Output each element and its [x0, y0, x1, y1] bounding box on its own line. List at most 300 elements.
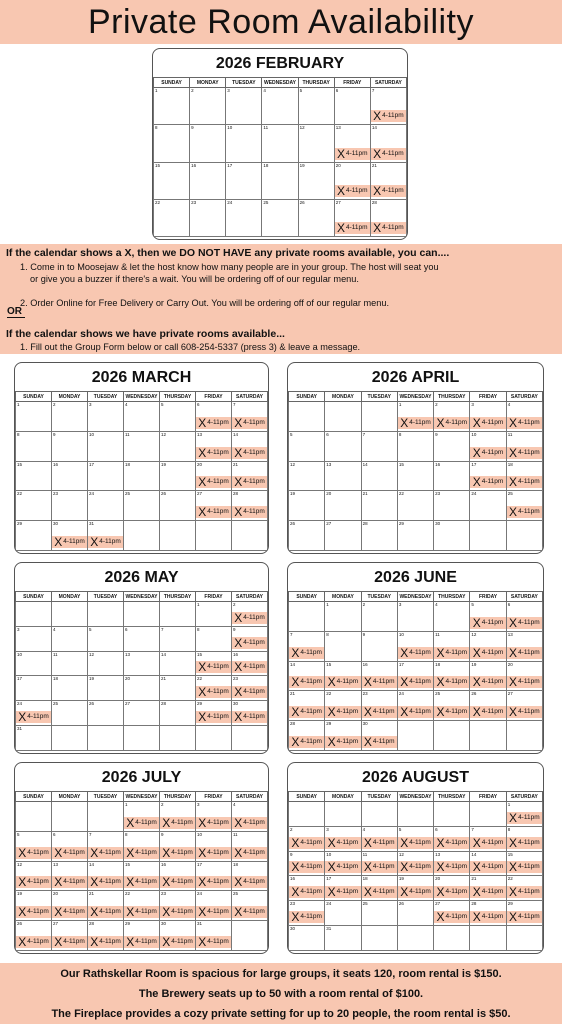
booked-marker: [232, 817, 267, 829]
calendar-week: [289, 661, 543, 691]
booked-time: 4-11pm: [63, 937, 85, 945]
booked-time: 4-11pm: [445, 678, 468, 686]
booked-marker: [507, 476, 542, 488]
calendar-day: [470, 461, 506, 491]
booked-x-mark: X: [198, 475, 207, 490]
calendar-day: [124, 461, 160, 491]
day-number: 30: [435, 521, 441, 527]
day-number: 4: [53, 626, 56, 632]
calendar-day: [289, 491, 325, 521]
booked-marker: [196, 876, 231, 888]
booked-x-mark: X: [436, 415, 445, 430]
day-number: 18: [263, 162, 269, 168]
calendar-week: [16, 831, 268, 861]
booked-x-mark: X: [400, 675, 409, 690]
calendar-day: [88, 802, 124, 832]
booked-time: 4-11pm: [207, 878, 229, 886]
calendar-day: [16, 701, 52, 726]
calendar-week: [289, 691, 543, 721]
calendar-week: [16, 461, 268, 491]
calendar-week: [289, 802, 543, 827]
booked-x-mark: X: [363, 885, 372, 900]
booked-time: 4-11pm: [243, 908, 265, 916]
booked-x-mark: X: [234, 505, 243, 520]
booked-x-mark: X: [509, 885, 518, 900]
booked-time: 4-11pm: [409, 708, 431, 716]
calendar-day: [361, 402, 397, 432]
booked-x-mark: X: [472, 860, 481, 875]
booked-x-mark: X: [198, 845, 207, 860]
calendar-day: [124, 891, 160, 921]
calendar-day: [434, 721, 470, 751]
calendar-day: [397, 431, 433, 461]
day-number: 12: [17, 861, 23, 867]
day-number: 15: [125, 861, 131, 867]
booked-time: 4-11pm: [243, 818, 265, 826]
calendar-day: [470, 691, 506, 721]
booked-marker: [325, 886, 360, 898]
day-number: 24: [17, 701, 23, 707]
calendar-day: [470, 521, 506, 551]
day-number: 17: [471, 461, 477, 467]
calendar-week: [289, 631, 543, 661]
calendar-day: [325, 431, 361, 461]
day-number: 5: [161, 402, 164, 407]
day-number: 18: [507, 461, 513, 467]
booked-time: 4-11pm: [300, 678, 322, 686]
weekday-header: WEDNESDAY: [397, 392, 433, 402]
booked-x-mark: X: [291, 860, 300, 875]
weekday-header: WEDNESDAY: [125, 393, 158, 400]
day-number: 17: [89, 461, 95, 467]
day-number: 29: [197, 701, 203, 707]
booked-x-mark: X: [18, 875, 27, 890]
booked-x-mark: X: [90, 934, 99, 949]
weekday-header: MONDAY: [325, 392, 361, 402]
day-number: 1: [507, 802, 511, 807]
calendar-day: [434, 802, 470, 827]
footer-line-fireplace: The Fireplace provides a cozy private setting for up to 20 people, the room rental is $50.: [51, 1008, 511, 1020]
calendar-title: 2026 JULY: [101, 769, 182, 786]
calendar-day: [124, 402, 160, 432]
day-number: 8: [398, 431, 402, 437]
booked-time: 4-11pm: [171, 937, 193, 945]
day-number: 23: [233, 676, 239, 682]
booked-x-mark: X: [54, 905, 63, 920]
booked-marker: [362, 861, 397, 873]
calendar-day: [196, 431, 232, 461]
booked-time: 4-11pm: [300, 708, 322, 716]
booked-marker: [470, 447, 505, 459]
calendar-day: [434, 461, 470, 491]
calendar-day: [434, 826, 470, 851]
weekday-header: SATURDAY: [232, 392, 268, 402]
calendar-day: [88, 461, 124, 491]
day-number: 28: [371, 199, 377, 205]
day-number: 9: [290, 851, 293, 857]
calendar-day: [16, 626, 52, 651]
booked-x-mark: X: [373, 183, 382, 198]
calendar-grid: [15, 591, 268, 751]
day-number: 20: [53, 891, 59, 897]
booked-marker: [160, 906, 195, 918]
calendar-day: [88, 921, 124, 951]
calendar-grid: [15, 391, 268, 551]
option-1-line-2: or give you a buzzer if there's a wait. You will be ordering off of our regular menu.: [30, 274, 359, 284]
calendar-day: [470, 901, 506, 926]
booked-x-mark: X: [472, 910, 481, 925]
booked-marker: [398, 676, 433, 688]
or-divider: [7, 307, 25, 318]
calendar-day: [232, 701, 268, 726]
booked-marker: [196, 711, 231, 723]
day-number: 28: [362, 521, 368, 527]
calendar-week: [289, 721, 543, 751]
booked-time: 4-11pm: [171, 908, 193, 916]
calendar-day: [361, 602, 397, 632]
booked-time: 4-11pm: [171, 878, 193, 886]
calendar-day: [196, 491, 232, 521]
calendar-day: [16, 802, 52, 832]
booked-time: 4-11pm: [445, 648, 468, 656]
calendar-day: [506, 521, 542, 551]
day-number: 12: [161, 431, 167, 437]
weekday-header: FRIDAY: [196, 592, 232, 602]
booked-time: 4-11pm: [382, 112, 404, 120]
booked-x-mark: X: [234, 905, 243, 920]
booked-marker: [196, 686, 231, 698]
booked-marker: [470, 417, 505, 429]
weekday-header: THURSDAY: [298, 78, 334, 88]
booked-x-mark: X: [472, 885, 481, 900]
calendar-day: [470, 631, 506, 661]
booked-x-mark: X: [291, 675, 300, 690]
day-number: 8: [155, 125, 158, 131]
calendar-day: [289, 661, 325, 691]
booked-marker: [232, 637, 267, 649]
day-number: 22: [197, 676, 203, 682]
day-number: 21: [89, 891, 95, 897]
booked-time: 4-11pm: [207, 478, 229, 486]
booked-x-mark: X: [291, 835, 300, 850]
calendar-april: [287, 362, 544, 554]
weekday-header: SATURDAY: [506, 392, 542, 402]
calendar-day: [370, 199, 406, 236]
calendar-day: [196, 626, 232, 651]
booked-marker: [289, 647, 324, 659]
or-label: OR: [7, 306, 22, 317]
day-number: 30: [53, 521, 59, 527]
day-number: 13: [435, 851, 441, 857]
day-number: 3: [89, 402, 92, 407]
day-number: 27: [197, 491, 203, 497]
calendar-week: [154, 199, 407, 236]
weekday-header: WEDNESDAY: [397, 792, 433, 802]
day-number: 21: [362, 491, 368, 497]
calendar-day: [226, 88, 262, 125]
booked-marker: [52, 876, 87, 888]
booked-x-mark: X: [198, 660, 207, 675]
booked-x-mark: X: [234, 475, 243, 490]
day-number: 24: [89, 491, 95, 497]
calendar-day: [470, 402, 506, 432]
calendar-day: [397, 802, 433, 827]
booked-time: 4-11pm: [336, 838, 359, 846]
booked-time: 4-11pm: [382, 186, 404, 194]
booked-time: 4-11pm: [300, 648, 322, 656]
calendar-day: [470, 431, 506, 461]
calendar-february: [152, 48, 408, 240]
weekday-header: THURSDAY: [434, 392, 470, 402]
booked-time: 4-11pm: [27, 937, 49, 945]
calendar-day: [397, 876, 433, 901]
calendar-day: [52, 676, 88, 701]
day-number: 25: [435, 691, 441, 697]
booked-marker: [232, 686, 267, 698]
day-number: 10: [17, 651, 23, 657]
calendar-day: [470, 802, 506, 827]
booked-x-mark: X: [18, 905, 27, 920]
weekday-header: SUNDAY: [16, 592, 52, 602]
booked-marker: [196, 847, 231, 859]
calendar-day: [298, 125, 334, 162]
calendar-day: [226, 125, 262, 162]
calendar-title: 2026 MAY: [104, 569, 179, 586]
calendar-week: [154, 125, 407, 162]
calendar-week: [16, 602, 268, 627]
calendar-day: [434, 876, 470, 901]
booked-time: 4-11pm: [481, 888, 504, 896]
day-number: 28: [290, 721, 296, 727]
booked-time: 4-11pm: [99, 537, 121, 545]
booked-x-mark: X: [363, 734, 372, 749]
booked-marker: [289, 676, 324, 688]
calendar-week: [16, 921, 268, 951]
calendar-day: [124, 626, 160, 651]
booked-time: 4-11pm: [445, 708, 468, 716]
day-number: 11: [507, 431, 513, 437]
day-number: 13: [335, 125, 341, 131]
calendar-july: [14, 762, 269, 954]
booked-time: 4-11pm: [372, 708, 395, 716]
booked-x-mark: X: [54, 845, 63, 860]
booked-marker: [398, 886, 433, 898]
calendar-day: [232, 861, 268, 891]
day-number: 19: [89, 676, 95, 682]
day-number: 18: [125, 461, 131, 467]
booked-time: 4-11pm: [518, 863, 540, 871]
booked-marker: [88, 847, 123, 859]
calendar-day: [16, 861, 52, 891]
weekday-header: FRIDAY: [470, 592, 506, 602]
calendar-week: [16, 726, 268, 751]
calendar-day: [361, 521, 397, 551]
day-number: 12: [290, 461, 296, 467]
booked-marker: [325, 861, 360, 873]
calendar-day: [52, 831, 88, 861]
day-number: 22: [155, 199, 161, 205]
booked-marker: [470, 861, 505, 873]
calendar-day: [16, 921, 52, 951]
calendar-day: [232, 491, 268, 521]
booked-x-mark: X: [162, 845, 171, 860]
weekday-header: MONDAY: [325, 592, 361, 602]
day-number: 8: [507, 826, 511, 832]
day-number: 27: [507, 691, 513, 697]
booked-time: 4-11pm: [207, 848, 229, 856]
day-number: 8: [17, 431, 20, 437]
day-number: 7: [471, 826, 474, 832]
booked-time: 4-11pm: [243, 848, 265, 856]
booked-time: 4-11pm: [481, 863, 504, 871]
calendar-day: [232, 431, 268, 461]
calendar-week: [289, 876, 543, 901]
booked-marker: [52, 847, 87, 859]
day-number: 17: [197, 861, 203, 867]
day-number: 30: [161, 921, 167, 927]
booked-time: 4-11pm: [372, 678, 395, 686]
booked-x-mark: X: [291, 885, 300, 900]
weekday-header: FRIDAY: [470, 792, 506, 802]
booked-x-mark: X: [234, 415, 243, 430]
weekday-header: MONDAY: [52, 792, 88, 802]
booked-x-mark: X: [363, 705, 372, 720]
calendar-day: [325, 876, 361, 901]
booked-time: 4-11pm: [99, 937, 121, 945]
weekday-header: SUNDAY: [16, 392, 52, 402]
booked-marker: [289, 736, 324, 748]
day-number: 16: [435, 461, 441, 467]
day-number: 4: [435, 602, 438, 607]
booked-marker: [507, 506, 542, 518]
booked-x-mark: X: [18, 934, 27, 949]
calendar-title: 2026 AUGUST: [362, 769, 469, 786]
booked-marker: [325, 676, 360, 688]
booked-marker: [470, 676, 505, 688]
calendar-day: [334, 199, 370, 236]
calendar-day: [196, 651, 232, 676]
day-number: 25: [125, 491, 131, 497]
calendar-day: [52, 861, 88, 891]
booked-time: 4-11pm: [207, 448, 229, 456]
booked-x-mark: X: [509, 835, 518, 850]
day-number: 9: [233, 626, 236, 632]
booked-time: 4-11pm: [382, 224, 404, 231]
booked-marker: [232, 447, 267, 459]
day-number: 25: [233, 891, 239, 897]
booked-marker: [398, 647, 433, 659]
weekday-header: WEDNESDAY: [125, 793, 158, 800]
calendar-day: [16, 602, 52, 627]
day-number: 13: [197, 431, 203, 437]
calendar-day: [289, 876, 325, 901]
calendar-day: [88, 491, 124, 521]
booked-x-mark: X: [400, 645, 409, 660]
page-header: [0, 0, 562, 44]
booked-time: 4-11pm: [207, 937, 229, 945]
booked-marker: [124, 817, 159, 829]
booked-x-mark: X: [198, 934, 207, 949]
booked-x-mark: X: [336, 221, 345, 235]
booked-x-mark: X: [234, 660, 243, 675]
booked-time: 4-11pm: [207, 418, 229, 426]
calendar-day: [16, 831, 52, 861]
calendar-day: [196, 891, 232, 921]
day-number: 20: [507, 661, 513, 667]
day-number: 21: [290, 691, 296, 697]
day-number: 16: [161, 861, 167, 867]
calendar-week: [16, 891, 268, 921]
calendar-day: [325, 851, 361, 876]
booked-time: 4-11pm: [135, 818, 157, 826]
booked-marker: [362, 886, 397, 898]
booked-time: 4-11pm: [336, 678, 359, 686]
booked-marker: [124, 876, 159, 888]
calendar-day: [160, 461, 196, 491]
booked-x-mark: X: [363, 860, 372, 875]
booked-x-mark: X: [373, 146, 382, 161]
calendar-day: [506, 402, 542, 432]
calendar-week: [289, 491, 543, 521]
day-number: 25: [263, 199, 269, 205]
weekday-header: SUNDAY: [16, 792, 52, 802]
calendar-day: [52, 802, 88, 832]
day-number: 9: [53, 431, 56, 437]
booked-marker: [52, 536, 87, 548]
calendar-day: [397, 721, 433, 751]
booked-time: 4-11pm: [207, 908, 229, 916]
day-number: 2: [161, 802, 164, 807]
booked-time: 4-11pm: [207, 508, 229, 516]
booked-x-mark: X: [126, 905, 135, 920]
booked-x-mark: X: [126, 875, 135, 890]
booked-marker: [470, 647, 505, 659]
day-number: 1: [125, 802, 128, 807]
calendar-day: [289, 826, 325, 851]
day-number: 2: [233, 602, 236, 607]
booked-marker: [160, 876, 195, 888]
calendar-day: [154, 162, 190, 199]
day-number: 22: [326, 691, 332, 697]
calendar-day: [289, 521, 325, 551]
day-number: 21: [161, 676, 167, 682]
calendar-day: [325, 602, 361, 632]
calendar-day: [160, 802, 196, 832]
calendar-day: [262, 125, 298, 162]
booked-time: 4-11pm: [518, 708, 540, 716]
booked-x-mark: X: [373, 109, 382, 124]
day-number: 21: [371, 162, 377, 168]
calendar-week: [289, 901, 543, 926]
booked-marker: [371, 222, 406, 234]
calendar-day: [52, 626, 88, 651]
calendar-day: [361, 876, 397, 901]
booked-x-mark: X: [162, 875, 171, 890]
booked-time: 4-11pm: [336, 888, 359, 896]
booked-x-mark: X: [509, 645, 518, 660]
day-number: 23: [362, 691, 368, 697]
booked-x-mark: X: [472, 445, 481, 460]
booked-marker: [232, 506, 267, 518]
booked-marker: [88, 906, 123, 918]
day-number: 6: [53, 831, 56, 837]
day-number: 5: [299, 88, 303, 93]
booked-x-mark: X: [509, 810, 518, 825]
calendar-day: [154, 199, 190, 236]
booked-time: 4-11pm: [243, 878, 265, 886]
booked-x-mark: X: [327, 885, 336, 900]
booked-x-mark: X: [400, 415, 409, 430]
